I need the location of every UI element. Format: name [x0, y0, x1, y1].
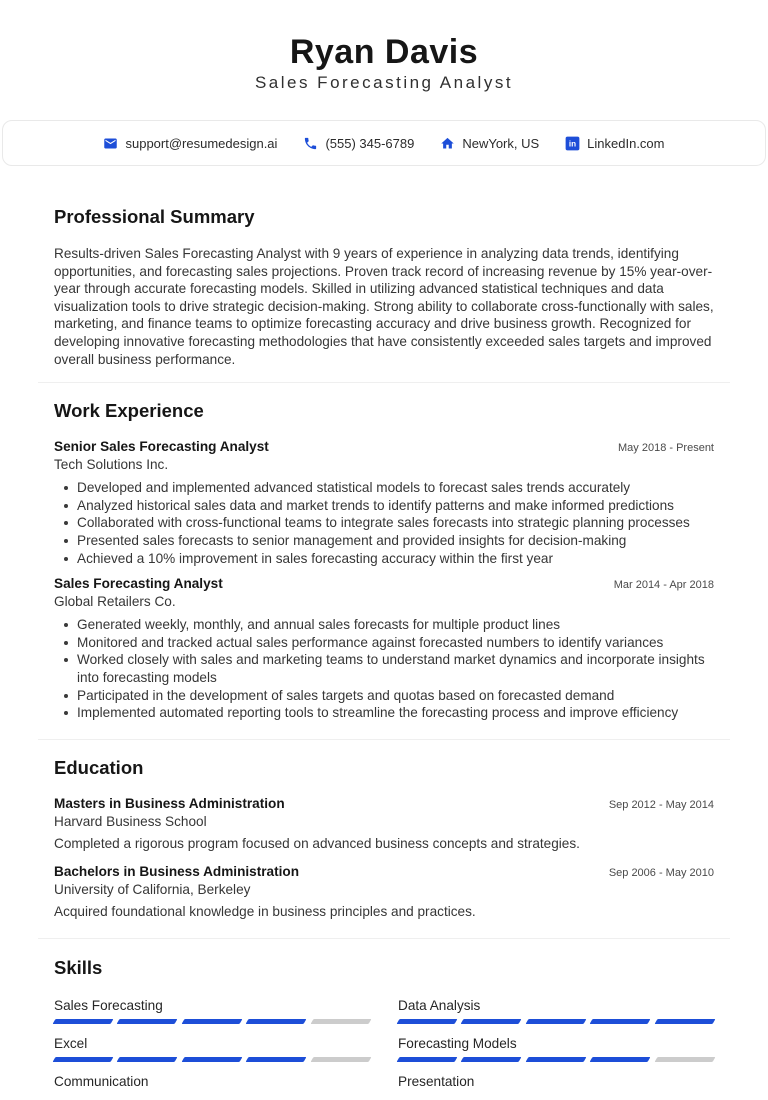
- skill-segment-filled: [590, 1057, 651, 1062]
- job-dates: Mar 2014 - Apr 2018: [613, 579, 714, 592]
- job-header: [54, 439, 714, 455]
- education-section: [38, 757, 730, 938]
- candidate-name: Ryan Davis: [289, 33, 479, 71]
- skill-item: [398, 998, 714, 1024]
- resume-body: [0, 206, 768, 1100]
- contact-phone-text: (555) 345-6789: [325, 135, 415, 151]
- skill-item: [398, 1036, 714, 1062]
- skill-segment-filled: [397, 1057, 458, 1062]
- skill-bar: [54, 1019, 370, 1024]
- linkedin-icon: [565, 136, 580, 151]
- job-entry: [54, 576, 714, 722]
- skill-name: Sales Forecasting: [54, 997, 163, 1013]
- skill-bar: [398, 1057, 714, 1062]
- job-bullet: Achieved a 10% improvement in sales forecasting accuracy within the first year: [54, 550, 714, 568]
- candidate-title: Sales Forecasting Analyst: [254, 73, 514, 92]
- education-header: [54, 864, 714, 880]
- skill-bar: [398, 1095, 714, 1100]
- work-experience-section: [38, 400, 730, 739]
- education-dates: Sep 2012 - May 2014: [608, 798, 714, 811]
- skill-segment-filled: [181, 1019, 242, 1024]
- job-bullet: Monitored and tracked actual sales performance against forecasted numbers to identify variances: [54, 634, 714, 652]
- skill-segment-empty: [310, 1057, 371, 1062]
- job-bullet: Worked closely with sales and marketing teams to understand market dynamics and incorporate insights into forecasting models: [54, 651, 714, 686]
- skill-segment-filled: [246, 1057, 307, 1062]
- contact-linkedin-text: LinkedIn.com: [587, 135, 665, 151]
- contact-location-text: NewYork, US: [462, 135, 540, 151]
- resume-header: [0, 0, 768, 91]
- skill-segment-filled: [654, 1019, 715, 1024]
- job-title: Sales Forecasting Analyst: [54, 576, 223, 592]
- job-company: Tech Solutions Inc.: [54, 457, 169, 473]
- skill-segment-filled: [397, 1019, 458, 1024]
- degree-title: Bachelors in Business Administration: [54, 863, 299, 879]
- skill-segment-filled: [53, 1057, 114, 1062]
- skill-name: Presentation: [398, 1073, 475, 1089]
- skill-segment-filled: [53, 1019, 114, 1024]
- job-company: Global Retailers Co.: [54, 594, 176, 610]
- skill-segment-filled: [117, 1057, 178, 1062]
- skill-name: Data Analysis: [398, 997, 481, 1013]
- skill-bar: [398, 1019, 714, 1024]
- skill-name: Communication: [54, 1073, 149, 1089]
- section-divider: [38, 739, 730, 740]
- contact-location: [440, 136, 539, 151]
- contact-email[interactable]: [103, 136, 277, 151]
- school-name: Harvard Business School: [54, 813, 207, 829]
- phone-icon: [303, 136, 318, 151]
- education-description: Acquired foundational knowledge in business principles and practices.: [54, 903, 476, 919]
- school-name: University of California, Berkeley: [54, 881, 251, 897]
- job-bullet: Participated in the development of sales targets and quotas based on forecasted demand: [54, 687, 714, 705]
- skill-bar: [54, 1095, 370, 1100]
- job-bullets: [54, 479, 714, 567]
- skill-name: Excel: [54, 1035, 88, 1051]
- skill-segment-empty: [310, 1019, 371, 1024]
- education-header: [54, 796, 714, 812]
- work-experience-heading: Work Experience: [54, 400, 204, 422]
- education-description: Completed a rigorous program focused on advanced business concepts and strategies.: [54, 835, 580, 851]
- job-bullet: Collaborated with cross-functional teams to integrate sales forecasts into strategic planning processes: [54, 514, 714, 532]
- skill-item: [54, 998, 370, 1024]
- education-entry: [54, 796, 714, 851]
- contact-email-text: support@resumedesign.ai: [125, 135, 278, 151]
- skill-segment-filled: [461, 1019, 522, 1024]
- skill-item: [54, 1036, 370, 1062]
- job-bullet: Presented sales forecasts to senior management and provided insights for decision-making: [54, 532, 714, 550]
- mail-icon: [103, 136, 118, 151]
- section-divider: [38, 938, 730, 939]
- education-dates: Sep 2006 - May 2010: [608, 866, 714, 879]
- job-entry: [54, 439, 714, 567]
- job-bullet: Generated weekly, monthly, and annual sales forecasts for multiple product lines: [54, 616, 714, 634]
- contact-linkedin[interactable]: [565, 136, 664, 151]
- summary-section: [38, 206, 730, 382]
- skill-segment-filled: [181, 1057, 242, 1062]
- skill-segment-filled: [525, 1057, 586, 1062]
- job-title: Senior Sales Forecasting Analyst: [54, 439, 269, 455]
- skill-segment-empty: [654, 1057, 715, 1062]
- education-entry: [54, 864, 714, 919]
- job-list: [54, 439, 714, 722]
- skill-segment-filled: [525, 1019, 586, 1024]
- degree-title: Masters in Business Administration: [54, 795, 285, 811]
- job-bullet: Implemented automated reporting tools to streamline the forecasting process and improve efficiency: [54, 704, 714, 722]
- skill-name: Forecasting Models: [398, 1035, 517, 1051]
- job-bullet: Developed and implemented advanced statistical models to forecast sales trends accurately: [54, 479, 714, 497]
- svg-text:in: in: [569, 139, 577, 149]
- job-header: [54, 576, 714, 592]
- job-bullet: Analyzed historical sales data and market trends to identify patterns and make informed predictions: [54, 497, 714, 515]
- skills-heading: Skills: [54, 956, 103, 978]
- section-divider: [38, 382, 730, 383]
- home-icon: [440, 136, 455, 151]
- contact-phone[interactable]: [303, 136, 414, 151]
- skill-segment-filled: [246, 1019, 307, 1024]
- job-dates: May 2018 - Present: [618, 442, 714, 455]
- skills-grid: [54, 998, 714, 1100]
- job-bullets: [54, 616, 714, 722]
- summary-heading: Professional Summary: [54, 206, 255, 227]
- education-heading: Education: [54, 756, 144, 778]
- skills-section: [38, 957, 730, 1100]
- skill-bar: [54, 1057, 370, 1062]
- skill-segment-filled: [117, 1019, 178, 1024]
- education-list: [54, 796, 714, 919]
- skill-segment-filled: [461, 1057, 522, 1062]
- skill-segment-filled: [590, 1019, 651, 1024]
- contact-bar: [2, 120, 766, 166]
- summary-text: Results-driven Sales Forecasting Analyst with 9 years of experience in analyzing data trends, identifying opportunities, and forecasting sales projections. Proven track record of increasing revenue by 15% year-over-year through accurate forecasting models. Skilled in utilizing advanced statistical techniques and data visualization tools to drive strategic decision-making. Strong ability to collaborate cross-functionally with sales, marketing, and finance teams to optimize forecasting accuracy and drive business growth. Recognized for developing innovative forecasting methodologies that have consistently exceeded sales targets and improved overall business performance.: [54, 246, 714, 367]
